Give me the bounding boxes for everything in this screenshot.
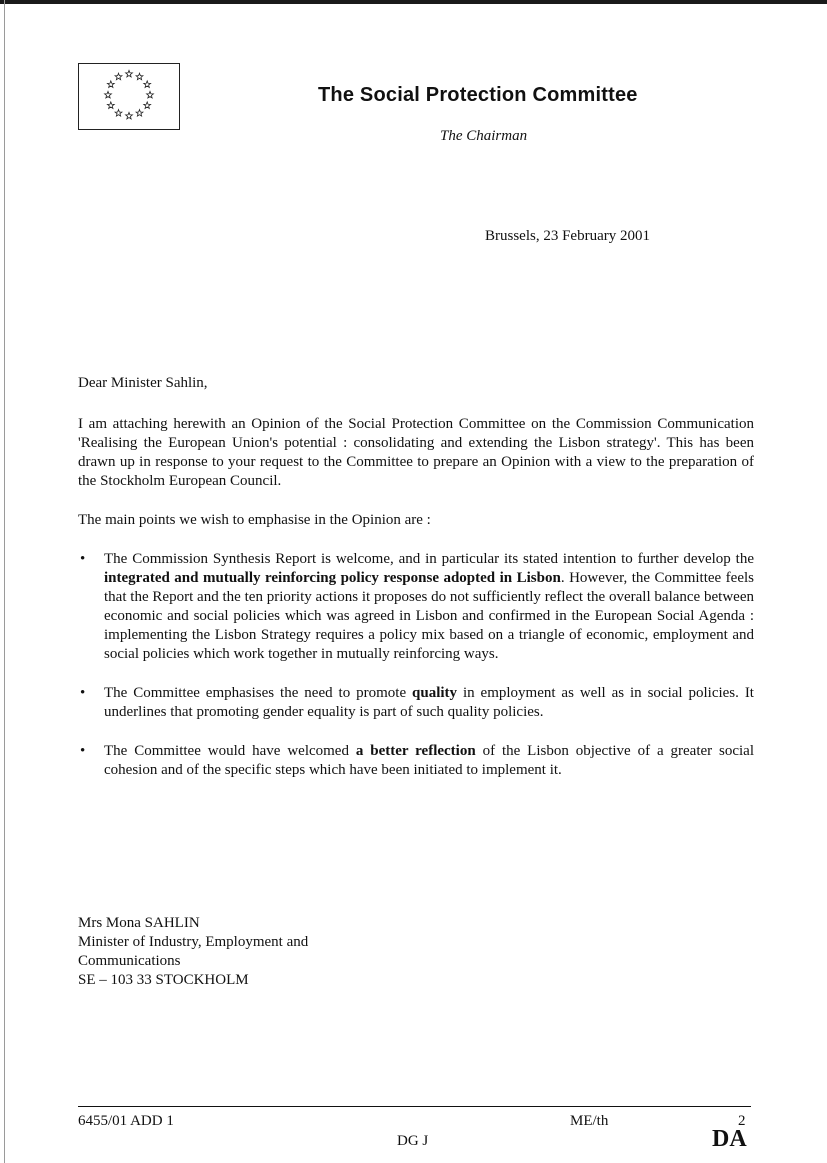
author-initials: ME/th bbox=[570, 1113, 609, 1129]
addressee-title-cont: Communications bbox=[78, 953, 181, 969]
committee-title: The Social Protection Committee bbox=[318, 84, 638, 106]
point-text: The Commission Synthesis Report is welcome, and in particular its stated intention to further develop the bbox=[104, 551, 754, 567]
point-emphasis: integrated and mutually reinforcing policy response adopted in Lisbon bbox=[104, 570, 561, 586]
addressee-title: Minister of Industry, Employment and bbox=[78, 934, 309, 950]
eu-flag-icon bbox=[78, 63, 180, 130]
footer-divider bbox=[78, 1106, 751, 1107]
star-icon bbox=[136, 110, 143, 117]
star-circle bbox=[79, 64, 179, 129]
star-icon bbox=[147, 91, 154, 98]
page-number: 2 bbox=[738, 1113, 746, 1129]
point-text: in employment as well as in social policies. It underlines that promoting gender equality is part of such quality policies. bbox=[104, 685, 754, 720]
addressee-address: SE – 103 33 STOCKHOLM bbox=[78, 972, 249, 988]
star-icon bbox=[144, 102, 151, 109]
salutation: Dear Minister Sahlin, bbox=[78, 375, 208, 391]
list-item bbox=[78, 550, 754, 664]
addressee-block bbox=[78, 914, 308, 990]
language-code: DA bbox=[712, 1126, 747, 1152]
point-emphasis: a better reflection bbox=[355, 743, 476, 759]
bullet-icon: • bbox=[80, 551, 86, 567]
addressee-name: Mrs Mona SAHLIN bbox=[78, 915, 200, 931]
intro-paragraph: I am attaching herewith an Opinion of the Social Protection Committee on the Commission Communication 'Realising the European Union's potential : consolidating and extending the Lisbon strategy'. This has been drawn up in response to your request to the Committee to prepare an Opinion with a view to the preparation of the Stockholm European Council. bbox=[78, 416, 754, 489]
point-text: The Committee would have welcomed bbox=[104, 743, 356, 759]
star-icon bbox=[136, 73, 143, 80]
star-icon bbox=[126, 112, 133, 119]
star-icon bbox=[107, 102, 114, 109]
document-reference: 6455/01 ADD 1 bbox=[78, 1113, 174, 1129]
point-text: . However, the Committee feels that the Report and the ten priority actions it proposes do not sufficiently reflect the overall balance between economic and social policies which was agreed in Lisbon and confirmed in the European Social Agenda : implementing the Lisbon Strategy requires a policy mix based on a triangle of economic, employment and social policies which work together in mutually reinforcing ways. bbox=[104, 570, 754, 662]
main-points-intro: The main points we wish to emphasise in the Opinion are : bbox=[78, 512, 431, 528]
star-icon bbox=[144, 81, 151, 88]
chairman-subtitle: The Chairman bbox=[440, 128, 528, 144]
list-item bbox=[78, 684, 754, 722]
scan-edge bbox=[4, 0, 5, 1163]
place-date: Brussels, 23 February 2001 bbox=[485, 228, 650, 244]
directorate-general: DG J bbox=[397, 1133, 429, 1149]
point-emphasis: quality bbox=[412, 685, 458, 701]
star-icon bbox=[115, 110, 122, 117]
star-icon bbox=[107, 81, 114, 88]
star-icon bbox=[126, 70, 133, 77]
bullet-icon: • bbox=[80, 743, 86, 759]
point-text: of the Lisbon objective of a greater social cohesion and of the specific steps which have been initiated to implement it. bbox=[104, 743, 755, 778]
star-icon bbox=[105, 91, 112, 98]
star-icon bbox=[115, 73, 122, 80]
bullet-icon: • bbox=[80, 685, 86, 701]
main-points-list bbox=[78, 550, 754, 800]
list-item bbox=[78, 742, 754, 780]
top-border bbox=[0, 0, 827, 4]
point-text: The Committee emphasises the need to promote bbox=[104, 685, 413, 701]
